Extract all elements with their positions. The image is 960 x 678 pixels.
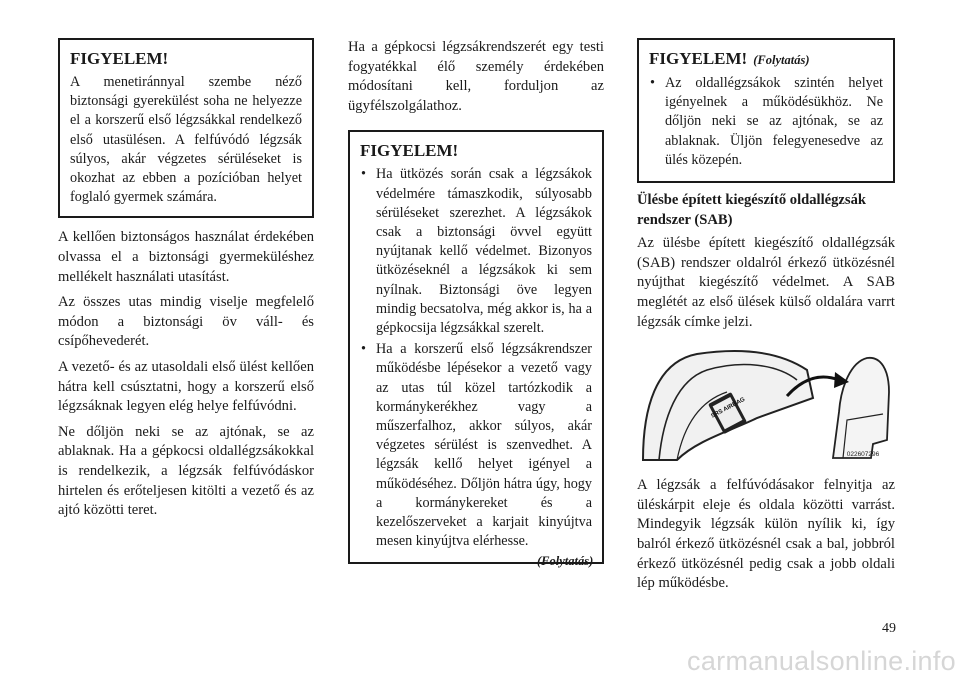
- warning-list: [649, 74, 883, 170]
- warning-box: [348, 130, 604, 564]
- paragraph: Az összes utas mindig viselje megfelelő módon a biztonsági öv váll- és csípőhevederét.: [58, 294, 314, 350]
- warning-title: FIGYELEM!: [70, 49, 169, 68]
- paragraph: A légzsák a felfúvódásakor felnyitja az üléskárpit eleje és oldala közötti varrást. Mindegyik légzsák külön nyílik ki, így balról érkező ütközésnél csak a bal, jobbról érkező ütközésnél pedig csak a jobb oldali lép működésbe.: [637, 477, 895, 592]
- list-item: • Az oldallégzsákok szintén helyet igényelnek a működésükhöz. Ne dőljön neki se az ajtónak, se az ablaknak. Üljön felegyenesedve az ülés közepén.: [650, 75, 883, 168]
- watermark: carmanualsonline.info: [687, 646, 956, 676]
- warning-title: FIGYELEM!: [360, 141, 459, 161]
- middle-column: [348, 38, 604, 564]
- paragraph: Ne dőljön neki se az ajtónak, se az ablaknak. Ha a gépkocsi oldallégzsákokkal is rendelkezik, a légzsák felfúvódáskor hirtelen és erőteljesen kitölti a vezető és az ajtó közötti teret.: [58, 423, 314, 519]
- continued-label: (Folytatás): [537, 554, 594, 568]
- warning-title: FIGYELEM! (Folytatás): [649, 49, 810, 68]
- continued-label: (Folytatás): [753, 53, 810, 67]
- list-item: • Ha a korszerű első légzsákrendszer működésbe lépésekor a vezető vagy az utas túl közel tartózkodik a kormánykerékhez vagy a műszerfalhoz, akkor súlyos, akár végzetes sérülést is szenvedhet. A légzsák kellő helyet igényel a működéséhez. Dőljön hátra úgy, hogy a kormánykereket és a kezelőszerveket a karjait kinyújtva mesen kinyújtva elérhesse.: [361, 341, 592, 550]
- bullet-icon: •: [361, 166, 366, 183]
- seat-airbag-label-illustration: [637, 340, 895, 462]
- paragraph: A vezető- és az utasoldali első ülést kellően hátra kell csúsztatni, hogy a korszerű első légzsáknak legyen elég helye felfúvódni.: [58, 358, 314, 415]
- warning-box: [58, 38, 314, 218]
- warning-text: A menetiránnyal szembe néző biztonsági gyerekülést soha ne helyezze el a korszerű első légzsákkal rendelkező első utasülésen. A felfúvódó légzsák súlyos, akár végzetes sérüléseket is okozhat az ebben a pozícióban helyet foglaló gyermek számára.: [70, 74, 302, 206]
- page-number: 49: [882, 621, 896, 636]
- warning-list: [360, 165, 592, 551]
- figure-code: 022607296: [846, 451, 880, 459]
- right-column: [637, 38, 895, 600]
- section-heading: Ülésbe épített kiegészítő oldallégzsák rendszer (SAB): [637, 192, 867, 228]
- paragraph: Az ülésbe épített kiegészítő oldallégzsák (SAB) rendszer oldalról érkező ütközésnél nyújthat kiegészítő védelmet. A SAB meglétét az első ülések külső oldalára varrt légzsák címke jelzi.: [637, 235, 895, 330]
- srs-label-text: SRS AIRBAG: [710, 396, 747, 420]
- warning-box: [637, 38, 895, 183]
- intro-paragraph: Ha a gépkocsi légzsákrendszerét egy testi fogyatékkal élő személy érdekében módosítani kell, forduljon az ügyfélszolgálathoz.: [348, 39, 604, 114]
- paragraph: A kellően biztonságos használat érdekében olvassa el a biztonsági gyermeküléshez mellékelt használati utasítást.: [58, 229, 314, 285]
- bullet-icon: •: [361, 341, 366, 358]
- left-column: [58, 38, 314, 527]
- bullet-icon: •: [650, 75, 655, 91]
- list-item: • Ha ütközés során csak a légzsákok védelmére támaszkodik, súlyosabb sérüléseket szerezhet. A légzsákok csak a biztonsági övvel együtt nyújtanak kellő védelmet. Bizonyos ütközéseknél a légzsákok ki sem nyílnak. Biztonsági öve legyen mindig becsatolva, még akkor is, ha a gépkocsija légzsákkal szerelt.: [361, 166, 592, 336]
